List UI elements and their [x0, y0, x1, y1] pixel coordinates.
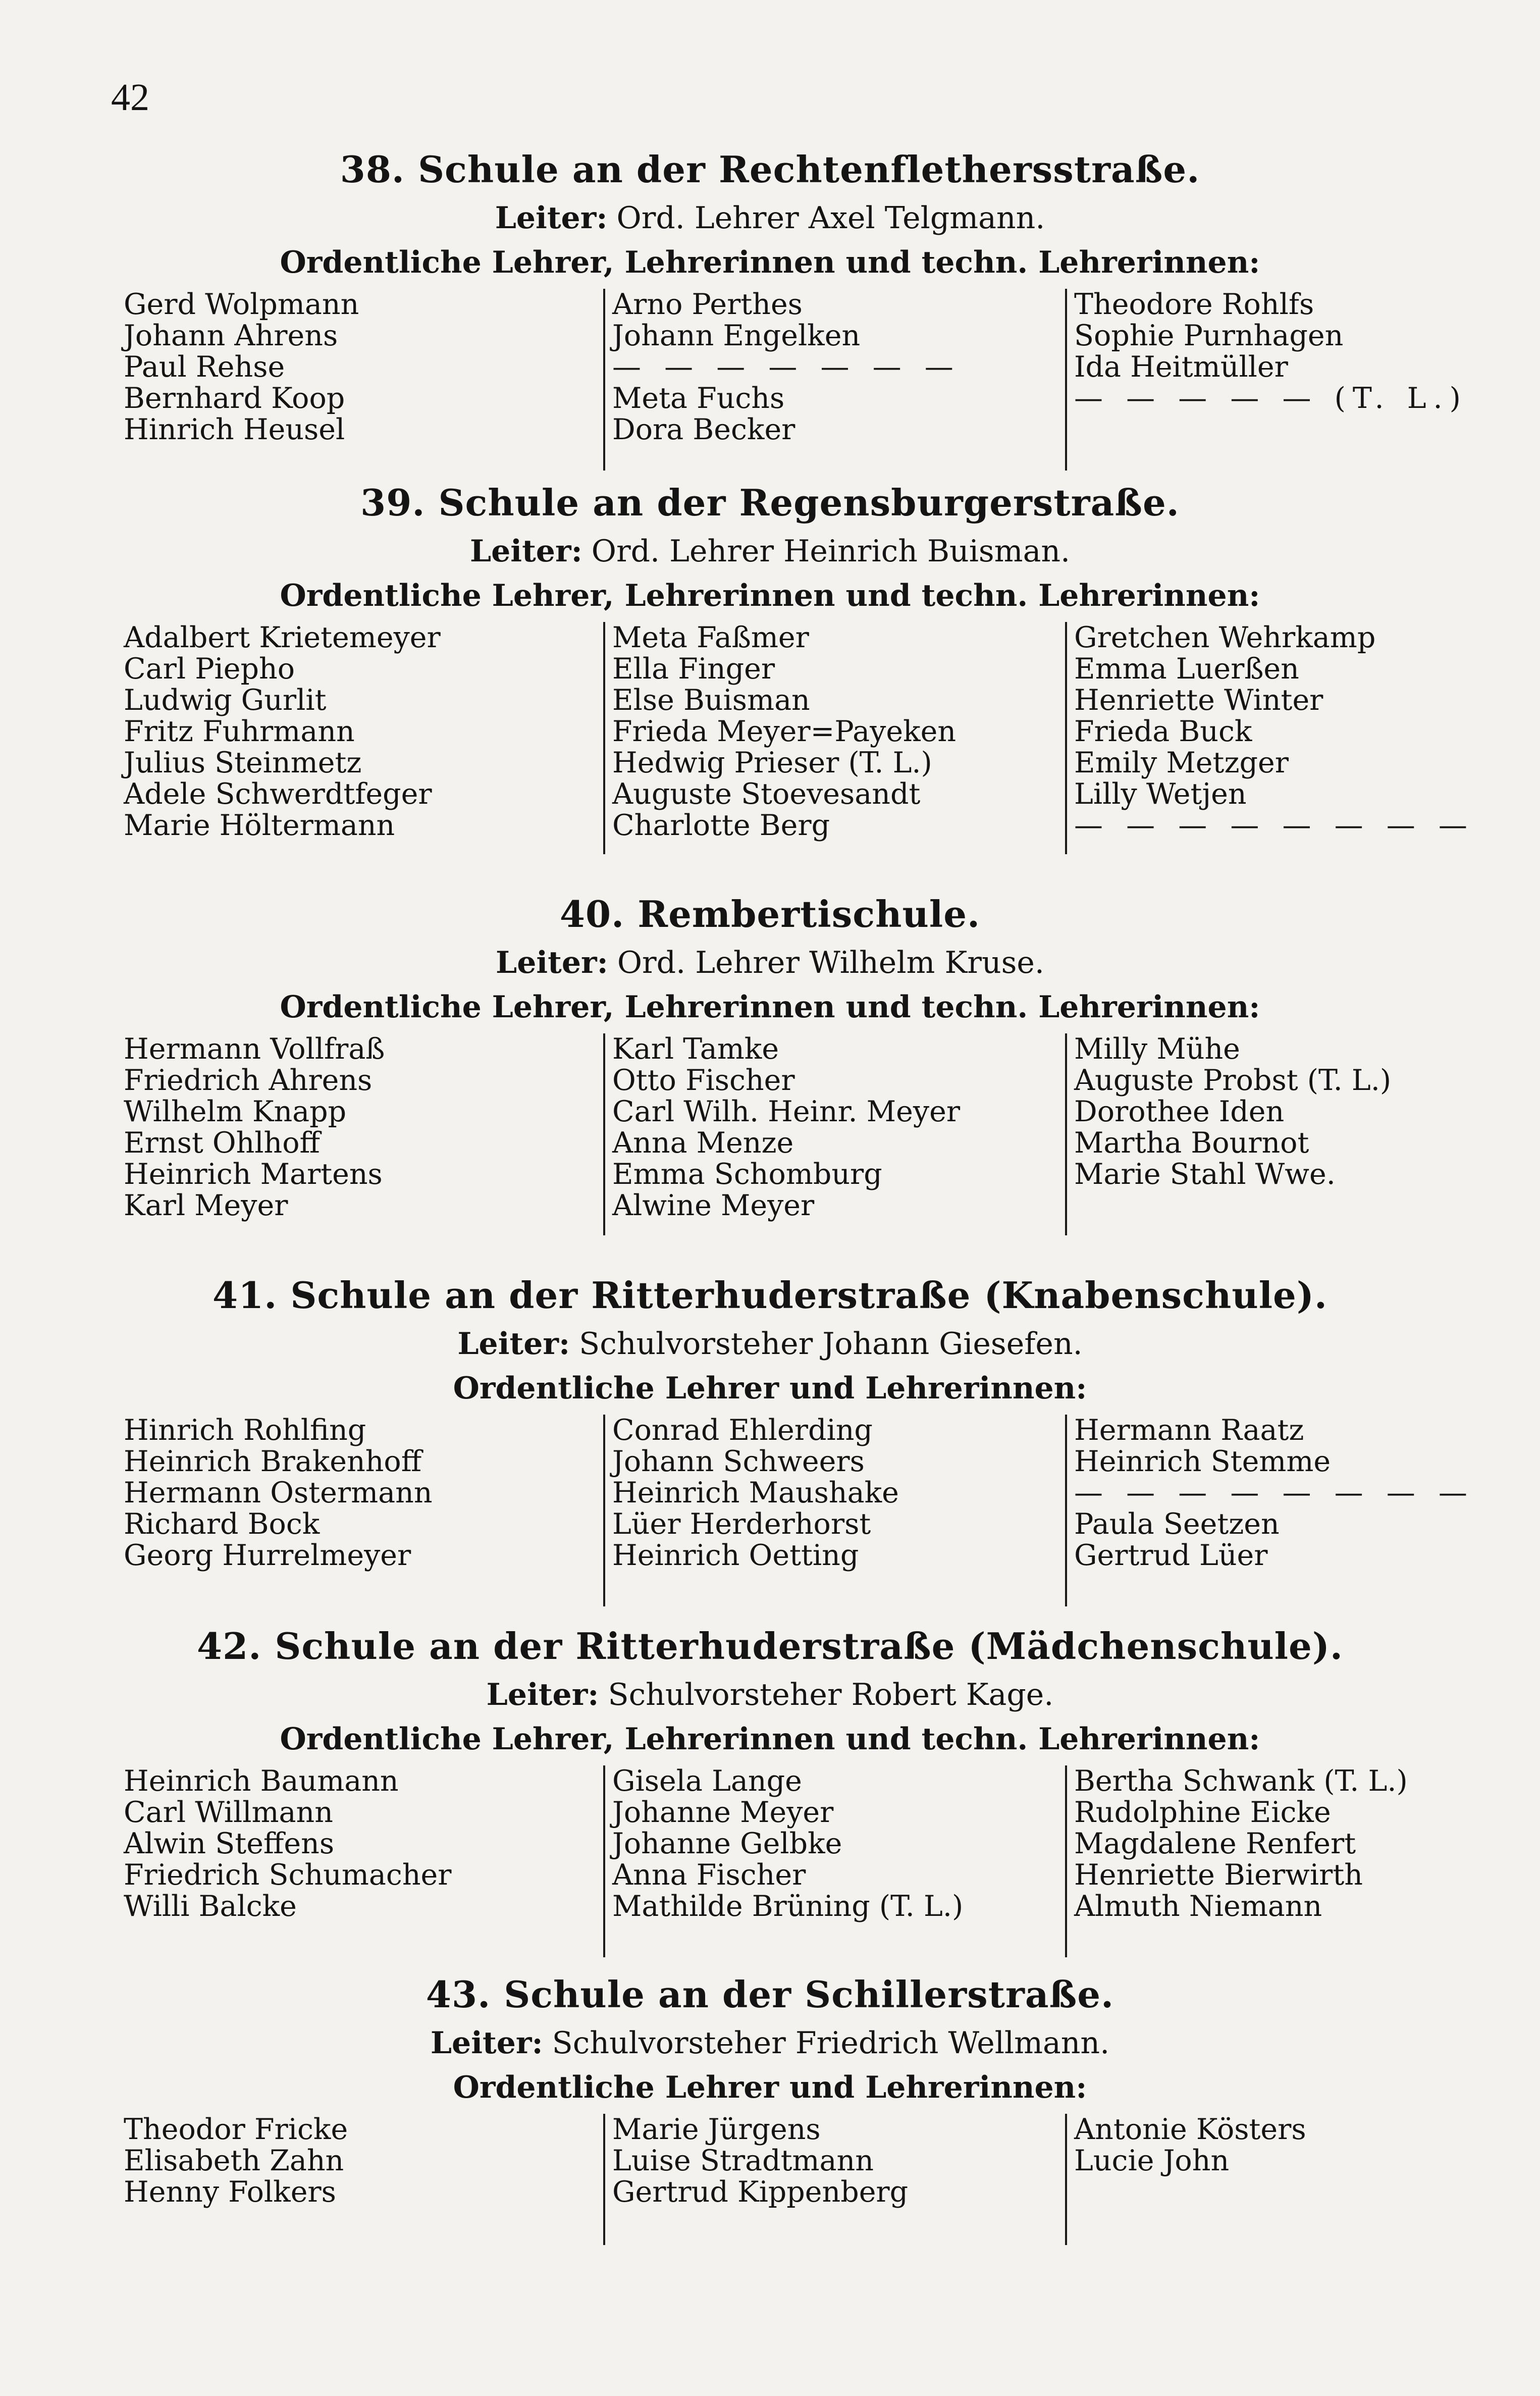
staff-columns	[0, 2114, 1540, 2245]
staff-name: Otto Fischer	[612, 1064, 795, 1097]
staff-heading: Ordentliche Lehrer und Lehrerinnen:	[453, 2070, 1087, 2105]
school-section	[0, 146, 1540, 471]
staff-name: Carl Wilh. Heinr. Meyer	[612, 1095, 961, 1128]
staff-name: Hermann Raatz	[1074, 1414, 1304, 1447]
leader-name: Schulvorsteher Robert Kage.	[608, 1677, 1054, 1712]
staff-name: Gisela Lange	[612, 1764, 802, 1798]
staff-name: Frieda Meyer=Payeken	[612, 715, 957, 748]
staff-name: Auguste Stoevesandt	[612, 777, 921, 811]
staff-name: Magdalene Renfert	[1074, 1827, 1356, 1860]
staff-name: Heinrich Baumann	[124, 1764, 399, 1798]
staff-name: — — — — — (T. L.)	[1074, 382, 1468, 415]
staff-name: Anna Menze	[612, 1126, 794, 1160]
staff-heading: Ordentliche Lehrer, Lehrerinnen und techn. Lehrerinnen:	[280, 989, 1260, 1025]
staff-name: Marie Stahl Wwe.	[1074, 1158, 1336, 1191]
school-section	[0, 1971, 1540, 2245]
staff-column-3	[1065, 622, 1474, 854]
leader-label: Leiter:	[469, 534, 582, 569]
staff-name: Paula Seetzen	[1074, 1507, 1280, 1541]
staff-name: Richard Bock	[124, 1507, 320, 1541]
section-leader	[0, 199, 1540, 237]
staff-column-1	[124, 1765, 452, 1957]
staff-column-3	[1065, 1415, 1474, 1606]
leader-name: Schulvorsteher Friedrich Wellmann.	[552, 2025, 1110, 2061]
staff-name: — — — — — — — —	[1074, 1476, 1474, 1509]
staff-name: Hedwig Prieser (T. L.)	[612, 746, 932, 779]
staff-name: Alwine Meyer	[612, 1189, 815, 1222]
staff-name: Theodore Rohlfs	[1074, 288, 1314, 321]
staff-columns	[0, 1415, 1540, 1606]
staff-name: Gertrud Lüer	[1074, 1539, 1268, 1572]
section-title: 39. Schule an der Regensburgerstraße.	[360, 481, 1180, 524]
staff-name: Anna Fischer	[612, 1858, 806, 1892]
staff-column-3	[1065, 2114, 1306, 2245]
staff-column-1	[124, 1415, 433, 1606]
staff-name: Fritz Fuhrmann	[124, 715, 355, 748]
staff-name: Lilly Wetjen	[1074, 777, 1247, 811]
staff-name: Johann Schweers	[612, 1445, 865, 1478]
leader-label: Leiter:	[486, 1677, 599, 1712]
staff-name: Willi Balcke	[124, 1890, 297, 1923]
staff-name: Friedrich Ahrens	[124, 1064, 373, 1097]
section-title: 41. Schule an der Ritterhuderstraße (Knabenschule).	[213, 1274, 1327, 1317]
section-title: 40. Rembertischule.	[559, 893, 981, 935]
leader-name: Ord. Lehrer Wilhelm Kruse.	[617, 945, 1044, 980]
section-leader	[0, 1325, 1540, 1363]
staff-name: Lucie John	[1074, 2144, 1230, 2177]
staff-name: Gretchen Wehrkamp	[1074, 621, 1376, 654]
staff-name: Conrad Ehlerding	[612, 1414, 873, 1447]
staff-name: Adalbert Krietemeyer	[124, 621, 441, 654]
staff-name: Almuth Niemann	[1074, 1890, 1322, 1923]
staff-name: Arno Perthes	[612, 288, 803, 321]
staff-heading: Ordentliche Lehrer, Lehrerinnen und techn. Lehrerinnen:	[280, 578, 1260, 613]
staff-name: Lüer Herderhorst	[612, 1507, 871, 1541]
staff-name: Meta Fuchs	[612, 382, 785, 415]
staff-name: Ernst Ohlhoff	[124, 1126, 321, 1160]
staff-column-2	[603, 289, 961, 471]
leader-name: Ord. Lehrer Axel Telgmann.	[616, 200, 1045, 236]
staff-heading: Ordentliche Lehrer, Lehrerinnen und techn. Lehrerinnen:	[280, 1722, 1260, 1757]
staff-name: Hinrich Heusel	[124, 413, 345, 446]
staff-name: Johanne Meyer	[612, 1796, 834, 1829]
staff-name: Henriette Bierwirth	[1074, 1858, 1363, 1892]
staff-name: Frieda Buck	[1074, 715, 1252, 748]
leader-label: Leiter:	[430, 2025, 543, 2061]
staff-name: Paul Rehse	[124, 350, 285, 384]
section-title: 42. Schule an der Ritterhuderstraße (Mädchenschule).	[197, 1625, 1343, 1668]
staff-column-2	[603, 1033, 960, 1235]
staff-name: Bertha Schwank (T. L.)	[1074, 1764, 1408, 1798]
staff-heading: Ordentliche Lehrer und Lehrerinnen:	[453, 1371, 1087, 1406]
staff-columns	[0, 1033, 1540, 1235]
staff-name: Milly Mühe	[1074, 1032, 1240, 1066]
staff-name: Friedrich Schumacher	[124, 1858, 452, 1892]
staff-columns	[0, 1765, 1540, 1957]
staff-name: Adele Schwerdtfeger	[124, 777, 432, 811]
section-leader	[0, 1676, 1540, 1714]
leader-label: Leiter:	[495, 200, 608, 236]
section-leader	[0, 2024, 1540, 2062]
leader-label: Leiter:	[496, 945, 608, 980]
staff-name: Karl Tamke	[612, 1032, 779, 1066]
school-section	[0, 480, 1540, 854]
staff-name: Elisabeth Zahn	[124, 2144, 344, 2177]
page-number: 42	[111, 76, 149, 119]
staff-name: Marie Höltermann	[124, 809, 395, 842]
staff-column-3	[1065, 1765, 1408, 1957]
section-leader	[0, 944, 1540, 982]
section-title: 38. Schule an der Rechtenflethersstraße.	[340, 148, 1200, 191]
staff-name: Meta Faßmer	[612, 621, 809, 654]
staff-name: Karl Meyer	[124, 1189, 288, 1222]
staff-columns	[0, 622, 1540, 854]
staff-name: Ludwig Gurlit	[124, 684, 327, 717]
staff-name: Heinrich Stemme	[1074, 1445, 1331, 1478]
staff-name: Charlotte Berg	[612, 809, 830, 842]
school-section	[0, 1272, 1540, 1606]
staff-column-1	[124, 622, 441, 854]
section-title: 43. Schule an der Schillerstraße.	[426, 1973, 1114, 2016]
staff-column-1	[124, 2114, 348, 2245]
staff-name: Carl Willmann	[124, 1796, 333, 1829]
staff-name: Antonie Kösters	[1074, 2113, 1306, 2146]
staff-name: Else Buisman	[612, 684, 810, 717]
staff-name: Henny Folkers	[124, 2175, 336, 2209]
staff-name: Georg Hurrelmeyer	[124, 1539, 411, 1572]
school-section	[0, 891, 1540, 1235]
staff-name: Bernhard Koop	[124, 382, 345, 415]
staff-name: Emma Luerßen	[1074, 652, 1299, 686]
staff-column-2	[603, 2114, 908, 2245]
staff-name: Carl Piepho	[124, 652, 295, 686]
staff-name: Dorothee Iden	[1074, 1095, 1285, 1128]
staff-name: Emma Schomburg	[612, 1158, 882, 1191]
staff-name: Wilhelm Knapp	[124, 1095, 347, 1128]
staff-name: Heinrich Martens	[124, 1158, 383, 1191]
leader-name: Schulvorsteher Johann Giesefen.	[579, 1326, 1083, 1362]
staff-column-3	[1065, 289, 1468, 471]
staff-column-1	[124, 1033, 385, 1235]
staff-heading: Ordentliche Lehrer, Lehrerinnen und techn. Lehrerinnen:	[280, 245, 1260, 280]
staff-name: Gertrud Kippenberg	[612, 2175, 909, 2209]
staff-name: Johanne Gelbke	[612, 1827, 842, 1860]
staff-name: Ida Heitmüller	[1074, 350, 1288, 384]
staff-name: Hermann Vollfraß	[124, 1032, 385, 1066]
staff-name: Theodor Fricke	[124, 2113, 348, 2146]
staff-name: Gerd Wolpmann	[124, 288, 359, 321]
school-section	[0, 1623, 1540, 1957]
staff-name: Sophie Purnhagen	[1074, 319, 1344, 352]
staff-name: Heinrich Maushake	[612, 1476, 899, 1509]
staff-name: Marie Jürgens	[612, 2113, 821, 2146]
staff-name: Heinrich Brakenhoff	[124, 1445, 422, 1478]
staff-name: Alwin Steffens	[124, 1827, 335, 1860]
staff-name: Dora Becker	[612, 413, 795, 446]
staff-name: Julius Steinmetz	[124, 746, 362, 779]
staff-name: Hermann Ostermann	[124, 1476, 433, 1509]
staff-name: Ella Finger	[612, 652, 775, 686]
section-leader	[0, 532, 1540, 570]
staff-name: Rudolphine Eicke	[1074, 1796, 1331, 1829]
staff-name: Henriette Winter	[1074, 684, 1323, 717]
staff-column-1	[124, 289, 359, 471]
staff-name: — — — — — — —	[612, 350, 961, 384]
staff-column-2	[603, 1765, 963, 1957]
staff-name: Johann Engelken	[612, 319, 861, 352]
staff-name: Auguste Probst (T. L.)	[1074, 1064, 1392, 1097]
leader-label: Leiter:	[457, 1326, 570, 1362]
staff-column-2	[603, 1415, 899, 1606]
staff-name: Emily Metzger	[1074, 746, 1289, 779]
staff-name: Hinrich Rohlfing	[124, 1414, 366, 1447]
staff-name: Johann Ahrens	[124, 319, 338, 352]
staff-name: — — — — — — — —	[1074, 809, 1474, 842]
staff-name: Mathilde Brüning (T. L.)	[612, 1890, 964, 1923]
staff-column-2	[603, 622, 956, 854]
staff-column-3	[1065, 1033, 1391, 1235]
staff-name: Heinrich Oetting	[612, 1539, 859, 1572]
leader-name: Ord. Lehrer Heinrich Buisman.	[591, 534, 1071, 569]
staff-name: Martha Bournot	[1074, 1126, 1309, 1160]
staff-columns	[0, 289, 1540, 471]
staff-name: Luise Stradtmann	[612, 2144, 874, 2177]
